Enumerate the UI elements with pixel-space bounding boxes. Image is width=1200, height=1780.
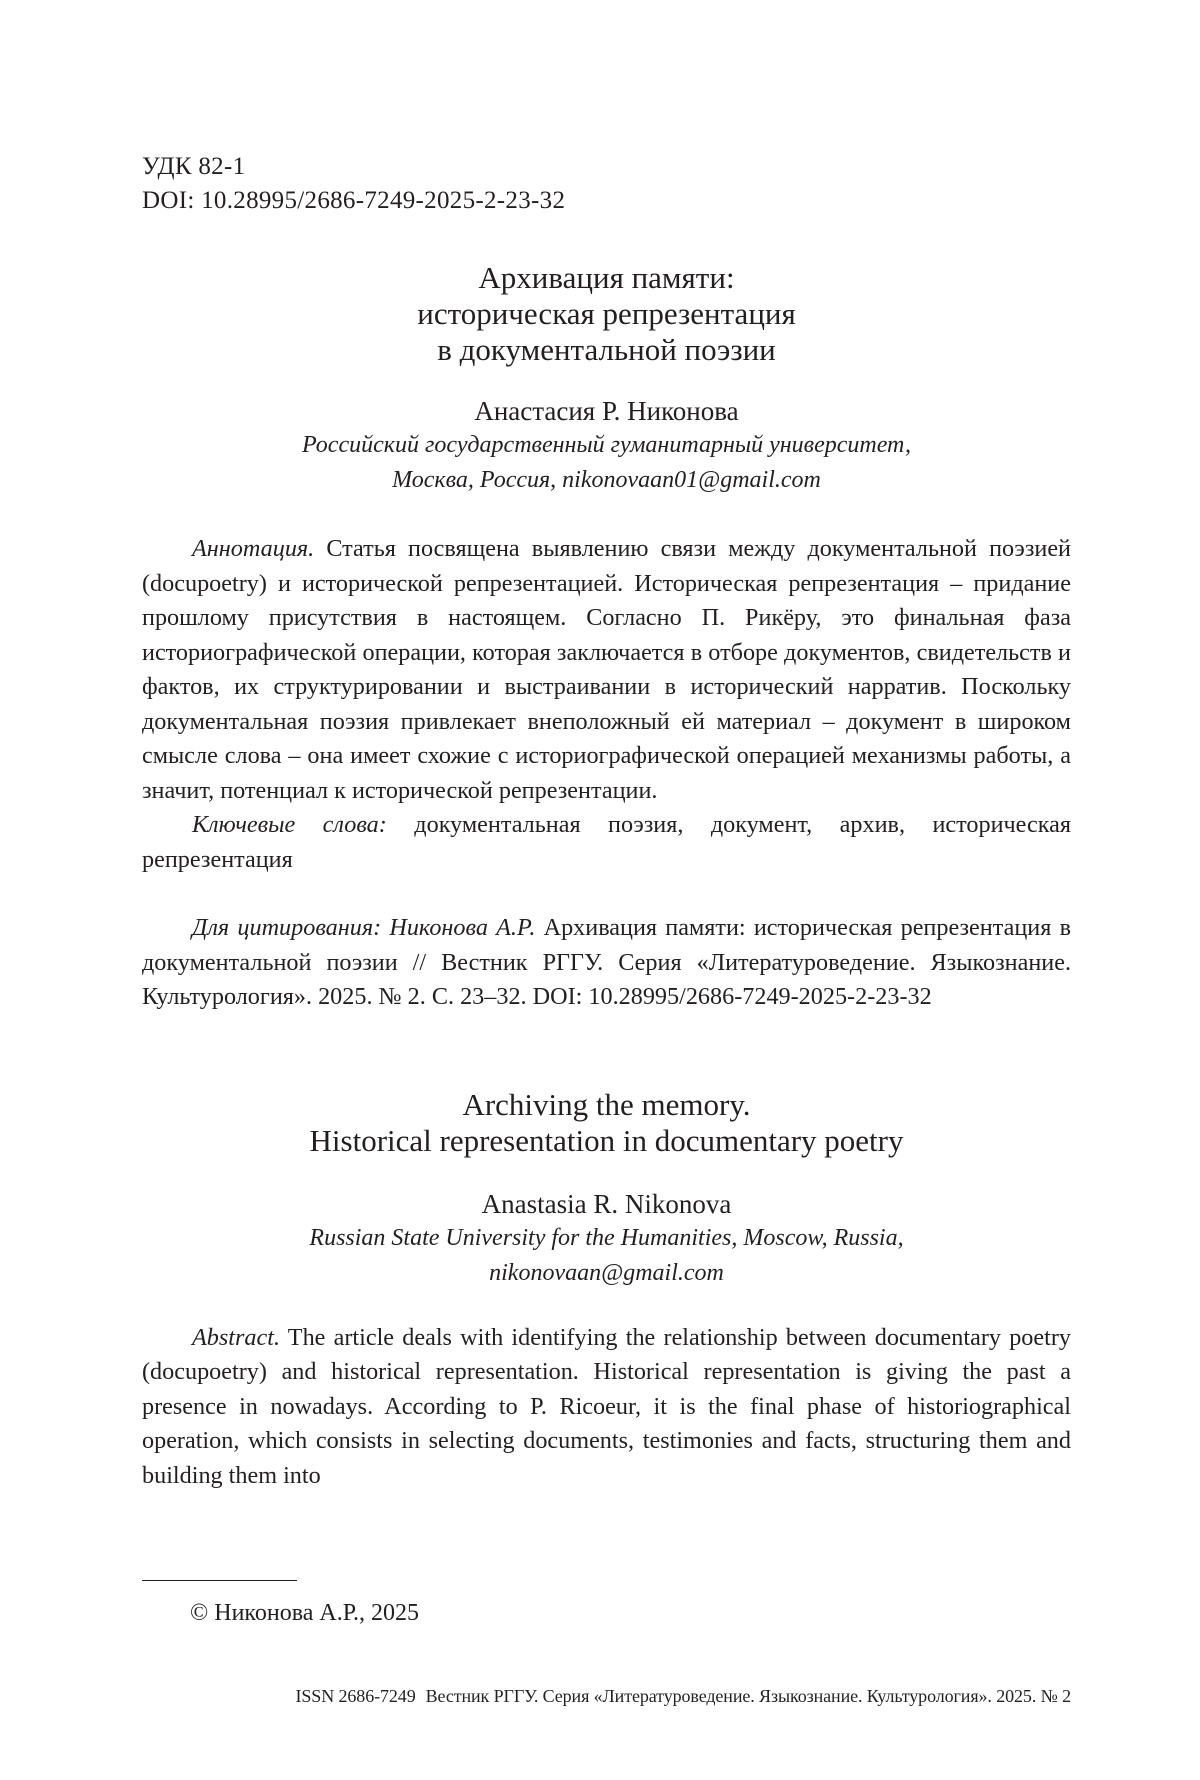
keywords-label: Ключевые слова:	[192, 811, 387, 838]
en-author: Anastasia R. Nikonova	[142, 1187, 1071, 1221]
en-affiliation-line: Russian State University for the Humanities, Moscow, Russia,	[142, 1221, 1071, 1256]
footer-journal: Вестник РГГУ. Серия «Литературоведение. Языкознание. Культурология». 2025. № 2	[426, 1686, 1071, 1706]
footnote-divider	[142, 1580, 297, 1581]
ru-title-line: историческая репрезентация	[142, 296, 1071, 332]
ru-annotation	[142, 532, 1071, 808]
udk-line: УДК 82-1	[142, 150, 1071, 184]
article-page	[142, 150, 1071, 1493]
ru-citation	[142, 911, 1071, 1015]
citation-label: Для цитирования: Никонова А.Р.	[192, 914, 535, 941]
en-title-line: Historical representation in documentary poetry	[142, 1123, 1071, 1159]
annotation-text: Статья посвящена выявлению связи между документальной поэзией (docupoetry) и исторической репрезентацией. Историческая репрезентация – придание прошлому присутствия в настоящем. Согласно П. Рикёру, это финальная фаза историографической операции, которая заключается в отборе документов, свидетельств и фактов, их структурировании и выстраивании в исторический нарратив. Поскольку документальная поэзия привлекает внеположный ей материал – документ в широком смысле слова – она имеет схожие с историографической операцией механизмы работы, а значит, потенциал к исторической репрезентации.	[142, 535, 1071, 804]
en-abstract	[142, 1321, 1071, 1494]
en-title	[142, 1087, 1071, 1159]
abstract-text: The article deals with identifying the relationship between documentary poetry (docupoetry) and historical representation. Historical representation is giving the past a presence in nowadays. According to P. Ricoeur, it is the final phase of historiographical operation, which consists in selecting documents, testimonies and facts, structuring them and building them into	[142, 1324, 1071, 1489]
footer-issn: ISSN 2686-7249	[295, 1686, 415, 1706]
doi-line: DOI: 10.28995/2686-7249-2025-2-23-32	[142, 184, 1071, 218]
running-footer	[142, 1684, 1071, 1708]
ru-affiliation-line: Российский государственный гуманитарный университет,	[142, 428, 1071, 463]
ru-title-line: в документальной поэзии	[142, 332, 1071, 368]
ru-keywords	[142, 808, 1071, 877]
en-affiliation-line: nikonovaan@gmail.com	[142, 1256, 1071, 1291]
ru-affiliation-line: Москва, Россия, nikonovaan01@gmail.com	[142, 463, 1071, 498]
ru-author: Анастасия Р. Никонова	[142, 394, 1071, 428]
abstract-label: Abstract.	[192, 1324, 280, 1351]
ru-title-line: Архивация памяти:	[142, 260, 1071, 296]
en-title-line: Archiving the memory.	[142, 1087, 1071, 1123]
copyright-note: © Никонова А.Р., 2025	[190, 1596, 419, 1630]
citation-text: Архивация памяти: историческая репрезентация в документальной поэзии // Вестник РГГУ. Серия «Литературоведение. Языкознание. Культурология». 2025. № 2. С. 23–32. DOI: 10.28995/2686-7249-2025-2-23-32	[142, 914, 1071, 1010]
keywords-text: документальная поэзия, документ, архив, историческая репрезентация	[142, 811, 1071, 873]
ru-title	[142, 260, 1071, 368]
annotation-label: Аннотация.	[192, 535, 314, 562]
